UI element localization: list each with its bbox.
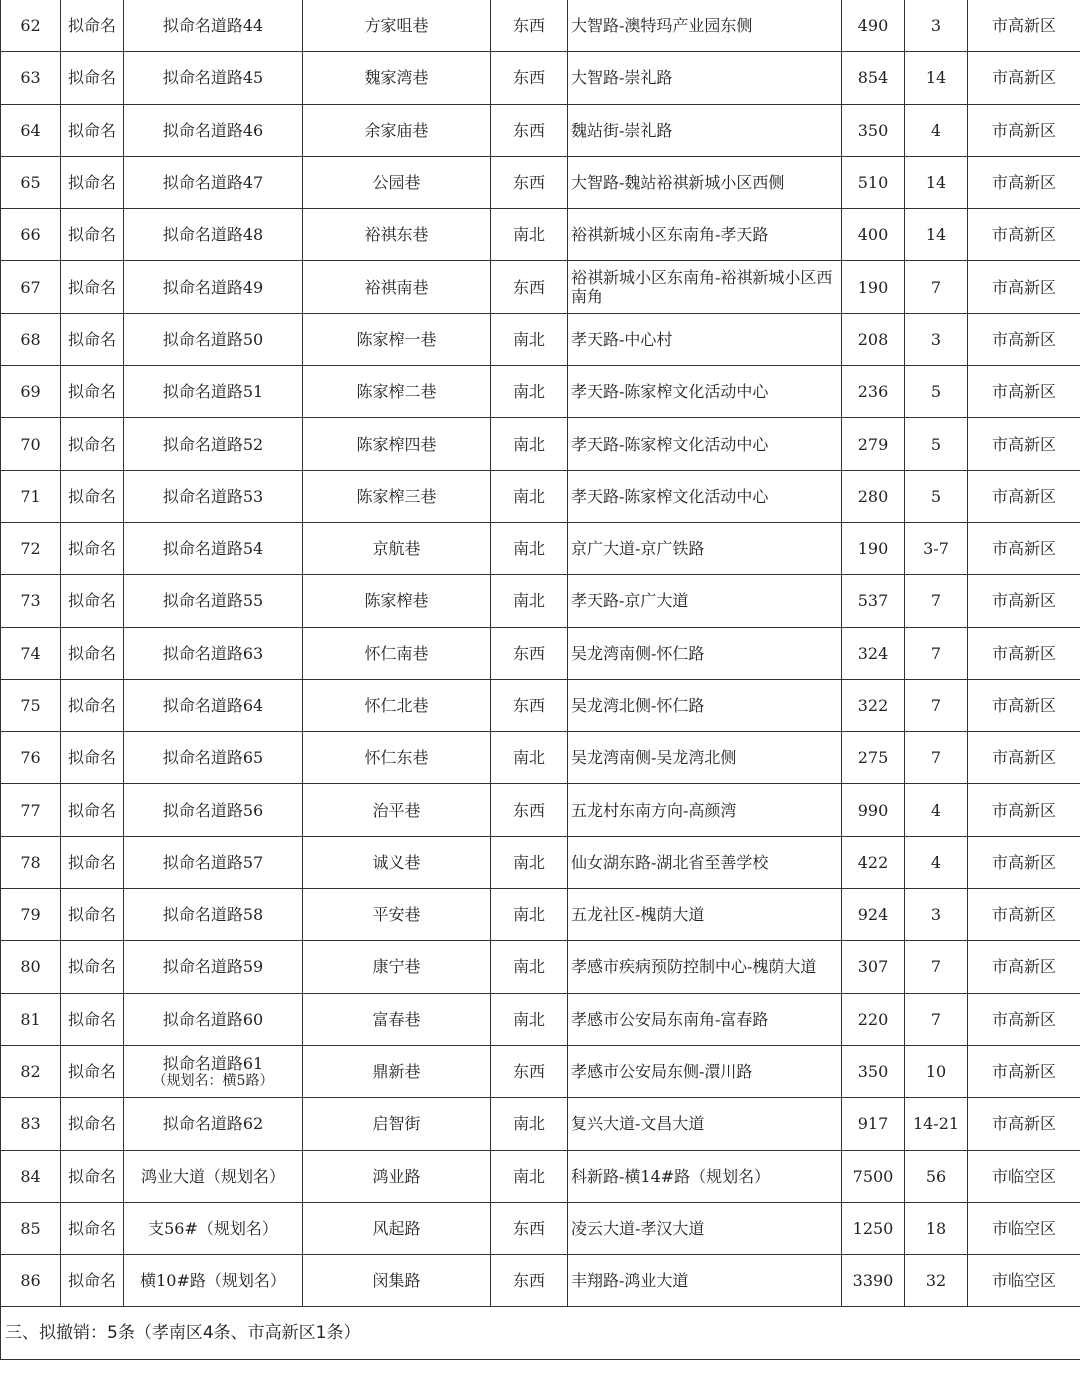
cell-row-number: 74: [1, 627, 61, 679]
cell-row-number: 66: [1, 209, 61, 261]
cell-length: 275: [842, 732, 905, 784]
cell-new-name: 公园巷: [303, 156, 491, 208]
cell-route-extent: 吴龙湾南侧-吴龙湾北侧: [568, 732, 842, 784]
cell-width: 14: [905, 209, 968, 261]
cell-old-name: 拟命名道路50: [124, 313, 303, 365]
cell-row-number: 75: [1, 679, 61, 731]
cell-length: 190: [842, 261, 905, 313]
cell-district: 市高新区: [968, 522, 1080, 574]
cell-length: 917: [842, 1098, 905, 1150]
cell-naming-type: 拟命名: [61, 889, 124, 941]
cell-naming-type: 拟命名: [61, 575, 124, 627]
cell-route-extent: 五龙村东南方向-高颜湾: [568, 784, 842, 836]
cell-old-name: 拟命名道路53: [124, 470, 303, 522]
cell-old-name: 拟命名道路57: [124, 836, 303, 888]
cell-length: 307: [842, 941, 905, 993]
cell-naming-type: 拟命名: [61, 941, 124, 993]
cell-new-name: 治平巷: [303, 784, 491, 836]
cell-row-number: 70: [1, 418, 61, 470]
cell-district: 市高新区: [968, 679, 1080, 731]
cell-district: 市高新区: [968, 575, 1080, 627]
cell-district: 市临空区: [968, 1150, 1080, 1202]
table-row: [1, 209, 1080, 261]
table-footer: [1, 1307, 1080, 1360]
cell-width: 4: [905, 836, 968, 888]
cell-old-name: 拟命名道路48: [124, 209, 303, 261]
cell-route-extent: 孝天路-陈家榨文化活动中心: [568, 470, 842, 522]
cell-length: 7500: [842, 1150, 905, 1202]
old-name-main: 拟命名道路61: [162, 1053, 264, 1073]
cell-width: 14: [905, 156, 968, 208]
cell-old-name: 拟命名道路58: [124, 889, 303, 941]
cell-naming-type: 拟命名: [61, 1045, 124, 1097]
cell-new-name: 怀仁南巷: [303, 627, 491, 679]
cell-naming-type: 拟命名: [61, 993, 124, 1045]
cell-district: 市高新区: [968, 627, 1080, 679]
cell-row-number: 77: [1, 784, 61, 836]
cell-row-number: 73: [1, 575, 61, 627]
cell-new-name: 陈家榨巷: [303, 575, 491, 627]
cell-old-name: 拟命名道路64: [124, 679, 303, 731]
cell-district: 市高新区: [968, 836, 1080, 888]
cell-width: 3: [905, 0, 968, 52]
cell-new-name: 裕祺东巷: [303, 209, 491, 261]
table-row: [1, 1098, 1080, 1150]
cell-width: 3: [905, 889, 968, 941]
cell-width: 4: [905, 104, 968, 156]
cell-direction: 南北: [491, 941, 568, 993]
cell-naming-type: 拟命名: [61, 52, 124, 104]
cell-direction: 东西: [491, 1202, 568, 1254]
cell-width: 4: [905, 784, 968, 836]
cell-direction: 南北: [491, 366, 568, 418]
cell-width: 7: [905, 261, 968, 313]
cell-width: 5: [905, 470, 968, 522]
cell-direction: 东西: [491, 679, 568, 731]
cell-district: 市高新区: [968, 889, 1080, 941]
cell-district: 市高新区: [968, 993, 1080, 1045]
cell-width: 18: [905, 1202, 968, 1254]
cell-district: 市高新区: [968, 470, 1080, 522]
cell-length: 350: [842, 1045, 905, 1097]
table-row: [1, 784, 1080, 836]
cell-naming-type: 拟命名: [61, 522, 124, 574]
cell-new-name: 陈家榨二巷: [303, 366, 491, 418]
cell-naming-type: 拟命名: [61, 784, 124, 836]
cell-row-number: 79: [1, 889, 61, 941]
cell-new-name: 风起路: [303, 1202, 491, 1254]
table-row: [1, 993, 1080, 1045]
table-row: [1, 522, 1080, 574]
cell-route-extent: 孝天路-京广大道: [568, 575, 842, 627]
cell-old-name: 支56#（规划名）: [124, 1202, 303, 1254]
table-row: [1, 889, 1080, 941]
cell-district: 市临空区: [968, 1255, 1080, 1307]
cell-row-number: 86: [1, 1255, 61, 1307]
cell-direction: 东西: [491, 261, 568, 313]
cell-naming-type: 拟命名: [61, 156, 124, 208]
table-body: [1, 0, 1080, 1307]
cell-direction: 南北: [491, 313, 568, 365]
cell-length: 236: [842, 366, 905, 418]
cell-district: 市高新区: [968, 418, 1080, 470]
cell-direction: 南北: [491, 418, 568, 470]
cell-new-name: 余家庙巷: [303, 104, 491, 156]
cell-row-number: 84: [1, 1150, 61, 1202]
cell-naming-type: 拟命名: [61, 0, 124, 52]
cell-width: 14-21: [905, 1098, 968, 1150]
cell-width: 32: [905, 1255, 968, 1307]
table-row: [1, 418, 1080, 470]
cell-width: 7: [905, 575, 968, 627]
cell-route-extent: 凌云大道-孝汉大道: [568, 1202, 842, 1254]
table-row: [1, 1202, 1080, 1254]
cell-direction: 南北: [491, 993, 568, 1045]
table-row: [1, 366, 1080, 418]
cell-route-extent: 五龙社区-槐荫大道: [568, 889, 842, 941]
cell-row-number: 78: [1, 836, 61, 888]
cell-direction: 东西: [491, 104, 568, 156]
cell-length: 990: [842, 784, 905, 836]
cell-old-name: 拟命名道路45: [124, 52, 303, 104]
cell-naming-type: 拟命名: [61, 104, 124, 156]
table-row: [1, 1045, 1080, 1097]
cell-new-name: 平安巷: [303, 889, 491, 941]
table-row: [1, 104, 1080, 156]
cell-row-number: 65: [1, 156, 61, 208]
cell-new-name: 启智街: [303, 1098, 491, 1150]
cell-naming-type: 拟命名: [61, 627, 124, 679]
cell-new-name: 陈家榨四巷: [303, 418, 491, 470]
table-row: [1, 679, 1080, 731]
cell-route-extent: 科新路-横14#路（规划名）: [568, 1150, 842, 1202]
old-name-note: （规划名：横5路）: [152, 1072, 274, 1089]
table-row: [1, 575, 1080, 627]
cell-route-extent: 大智路-魏站裕祺新城小区西侧: [568, 156, 842, 208]
cell-old-name: 拟命名道路65: [124, 732, 303, 784]
cell-route-extent: 孝感市疾病预防控制中心-槐荫大道: [568, 941, 842, 993]
cell-route-extent: 孝天路-陈家榨文化活动中心: [568, 418, 842, 470]
cell-old-name: 横10#路（规划名）: [124, 1255, 303, 1307]
cell-old-name: 拟命名道路56: [124, 784, 303, 836]
cell-length: 208: [842, 313, 905, 365]
cell-direction: 南北: [491, 1150, 568, 1202]
cell-new-name: 闵集路: [303, 1255, 491, 1307]
cell-length: 1250: [842, 1202, 905, 1254]
cell-new-name: 怀仁东巷: [303, 732, 491, 784]
cell-new-name: 怀仁北巷: [303, 679, 491, 731]
cell-width: 7: [905, 679, 968, 731]
cell-direction: 南北: [491, 889, 568, 941]
cell-direction: 东西: [491, 784, 568, 836]
cell-route-extent: 裕祺新城小区东南角-裕祺新城小区西南角: [568, 261, 842, 313]
cell-direction: 南北: [491, 836, 568, 888]
cell-old-name: 拟命名道路47: [124, 156, 303, 208]
cell-route-extent: 裕祺新城小区东南角-孝天路: [568, 209, 842, 261]
table-row: [1, 52, 1080, 104]
cell-route-extent: 孝感市公安局东侧-澴川路: [568, 1045, 842, 1097]
cell-new-name: 康宁巷: [303, 941, 491, 993]
cell-naming-type: 拟命名: [61, 313, 124, 365]
cell-direction: 南北: [491, 470, 568, 522]
cell-length: 422: [842, 836, 905, 888]
table-row: [1, 1255, 1080, 1307]
cell-old-name: 拟命名道路59: [124, 941, 303, 993]
cell-district: 市高新区: [968, 1045, 1080, 1097]
cell-naming-type: 拟命名: [61, 1255, 124, 1307]
cell-route-extent: 吴龙湾南侧-怀仁路: [568, 627, 842, 679]
cell-length: 324: [842, 627, 905, 679]
cell-direction: 东西: [491, 1045, 568, 1097]
cell-length: 924: [842, 889, 905, 941]
cell-district: 市高新区: [968, 52, 1080, 104]
cell-length: 854: [842, 52, 905, 104]
cell-length: 220: [842, 993, 905, 1045]
cell-district: 市高新区: [968, 784, 1080, 836]
cell-route-extent: 仙女湖东路-湖北省至善学校: [568, 836, 842, 888]
table-row: [1, 470, 1080, 522]
cell-new-name: 富春巷: [303, 993, 491, 1045]
cell-route-extent: 魏站街-崇礼路: [568, 104, 842, 156]
cell-old-name: [124, 1045, 303, 1097]
cell-old-name: 拟命名道路63: [124, 627, 303, 679]
cell-row-number: 64: [1, 104, 61, 156]
cell-width: 5: [905, 366, 968, 418]
cell-naming-type: 拟命名: [61, 836, 124, 888]
cell-width: 10: [905, 1045, 968, 1097]
cell-naming-type: 拟命名: [61, 261, 124, 313]
cell-length: 279: [842, 418, 905, 470]
cell-length: 322: [842, 679, 905, 731]
cell-old-name: 拟命名道路60: [124, 993, 303, 1045]
cell-row-number: 68: [1, 313, 61, 365]
cell-width: 7: [905, 993, 968, 1045]
cell-new-name: 陈家榨三巷: [303, 470, 491, 522]
table-row: [1, 261, 1080, 313]
cell-route-extent: 孝天路-陈家榨文化活动中心: [568, 366, 842, 418]
cell-new-name: 陈家榨一巷: [303, 313, 491, 365]
cell-district: 市临空区: [968, 1202, 1080, 1254]
cell-direction: 东西: [491, 52, 568, 104]
cell-row-number: 83: [1, 1098, 61, 1150]
cell-district: 市高新区: [968, 732, 1080, 784]
cell-route-extent: 吴龙湾北侧-怀仁路: [568, 679, 842, 731]
cell-naming-type: 拟命名: [61, 1202, 124, 1254]
section-heading: 三、拟撤销：5条（孝南区4条、市高新区1条）: [1, 1307, 1080, 1360]
cell-naming-type: 拟命名: [61, 366, 124, 418]
cell-new-name: 鸿业路: [303, 1150, 491, 1202]
cell-district: 市高新区: [968, 209, 1080, 261]
cell-naming-type: 拟命名: [61, 679, 124, 731]
cell-row-number: 85: [1, 1202, 61, 1254]
cell-row-number: 72: [1, 522, 61, 574]
cell-length: 350: [842, 104, 905, 156]
cell-new-name: 方家咀巷: [303, 0, 491, 52]
cell-row-number: 69: [1, 366, 61, 418]
cell-direction: 东西: [491, 627, 568, 679]
cell-naming-type: 拟命名: [61, 209, 124, 261]
cell-row-number: 76: [1, 732, 61, 784]
table-row: [1, 941, 1080, 993]
table-row: [1, 627, 1080, 679]
table-row: [1, 836, 1080, 888]
cell-row-number: 80: [1, 941, 61, 993]
cell-width: 14: [905, 52, 968, 104]
cell-route-extent: 孝天路-中心村: [568, 313, 842, 365]
table-row: [1, 313, 1080, 365]
cell-direction: 南北: [491, 522, 568, 574]
cell-width: 7: [905, 732, 968, 784]
table-row: [1, 1150, 1080, 1202]
cell-route-extent: 大智路-崇礼路: [568, 52, 842, 104]
cell-old-name: 拟命名道路51: [124, 366, 303, 418]
table-row: [1, 156, 1080, 208]
cell-naming-type: 拟命名: [61, 418, 124, 470]
cell-old-name: 拟命名道路54: [124, 522, 303, 574]
cell-old-name: 拟命名道路46: [124, 104, 303, 156]
cell-district: 市高新区: [968, 0, 1080, 52]
cell-district: 市高新区: [968, 104, 1080, 156]
cell-route-extent: 孝感市公安局东南角-富春路: [568, 993, 842, 1045]
cell-width: 56: [905, 1150, 968, 1202]
cell-new-name: 裕祺南巷: [303, 261, 491, 313]
cell-route-extent: 大智路-澳特玛产业园东侧: [568, 0, 842, 52]
cell-length: 490: [842, 0, 905, 52]
cell-length: 537: [842, 575, 905, 627]
cell-district: 市高新区: [968, 941, 1080, 993]
cell-naming-type: 拟命名: [61, 732, 124, 784]
cell-naming-type: 拟命名: [61, 1098, 124, 1150]
cell-old-name: 拟命名道路44: [124, 0, 303, 52]
cell-direction: 南北: [491, 732, 568, 784]
cell-length: 510: [842, 156, 905, 208]
cell-direction: 南北: [491, 1098, 568, 1150]
cell-route-extent: 复兴大道-文昌大道: [568, 1098, 842, 1150]
cell-length: 280: [842, 470, 905, 522]
cell-old-name: 拟命名道路62: [124, 1098, 303, 1150]
cell-row-number: 67: [1, 261, 61, 313]
table-row: [1, 732, 1080, 784]
cell-direction: 东西: [491, 0, 568, 52]
cell-direction: 南北: [491, 575, 568, 627]
cell-naming-type: 拟命名: [61, 1150, 124, 1202]
cell-direction: 东西: [491, 156, 568, 208]
cell-district: 市高新区: [968, 313, 1080, 365]
cell-new-name: 魏家湾巷: [303, 52, 491, 104]
cell-length: 400: [842, 209, 905, 261]
cell-length: 3390: [842, 1255, 905, 1307]
cell-old-name: 拟命名道路52: [124, 418, 303, 470]
cell-route-extent: 京广大道-京广铁路: [568, 522, 842, 574]
cell-length: 190: [842, 522, 905, 574]
cell-old-name: 鸿业大道（规划名）: [124, 1150, 303, 1202]
cell-old-name: 拟命名道路49: [124, 261, 303, 313]
cell-row-number: 71: [1, 470, 61, 522]
cell-old-name: 拟命名道路55: [124, 575, 303, 627]
cell-row-number: 62: [1, 0, 61, 52]
cell-new-name: 诚义巷: [303, 836, 491, 888]
cell-row-number: 81: [1, 993, 61, 1045]
cell-width: 7: [905, 941, 968, 993]
cell-row-number: 82: [1, 1045, 61, 1097]
table-row: [1, 0, 1080, 52]
cell-district: 市高新区: [968, 261, 1080, 313]
cell-width: 5: [905, 418, 968, 470]
cell-direction: 南北: [491, 209, 568, 261]
cell-district: 市高新区: [968, 366, 1080, 418]
cell-new-name: 鼎新巷: [303, 1045, 491, 1097]
cell-width: 3: [905, 313, 968, 365]
cell-district: 市高新区: [968, 1098, 1080, 1150]
cell-row-number: 63: [1, 52, 61, 104]
cell-route-extent: 丰翔路-鸿业大道: [568, 1255, 842, 1307]
cell-width: 3-7: [905, 522, 968, 574]
cell-naming-type: 拟命名: [61, 470, 124, 522]
cell-new-name: 京航巷: [303, 522, 491, 574]
cell-district: 市高新区: [968, 156, 1080, 208]
cell-direction: 东西: [491, 1255, 568, 1307]
cell-width: 7: [905, 627, 968, 679]
